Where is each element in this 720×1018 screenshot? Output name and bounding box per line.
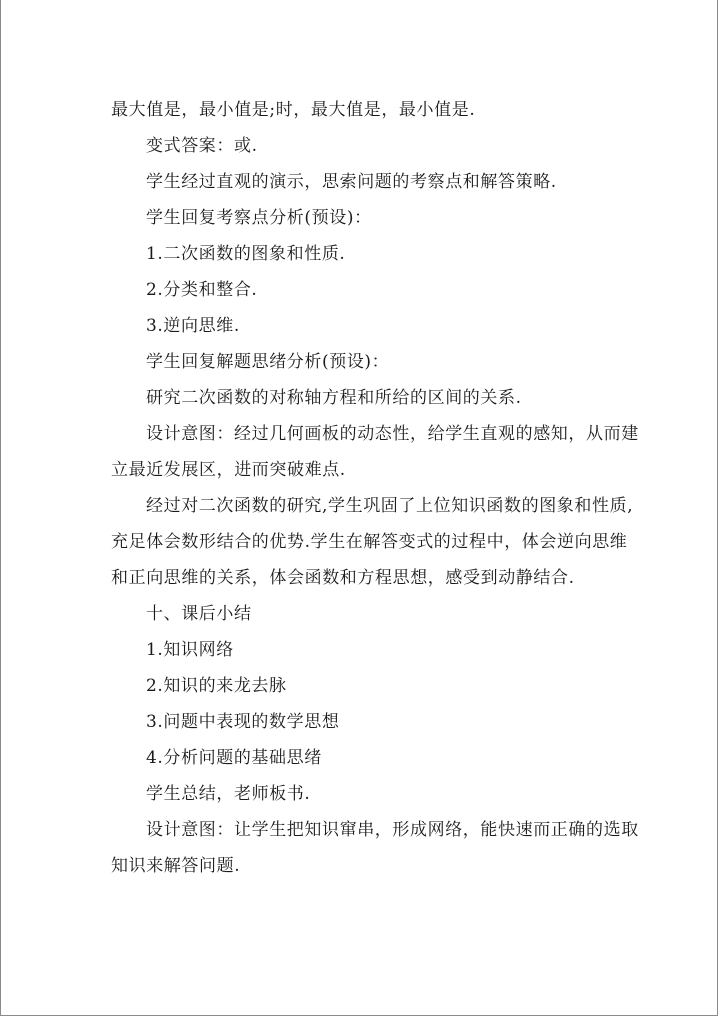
list-item-1: 1.二次函数的图象和性质. [146, 244, 346, 264]
summary-item-1: 1.知识网络 [146, 640, 234, 660]
text-line-21: 设计意图：让学生把知识窜串，形成网络，能快速而正确的选取 [146, 820, 639, 840]
text-line-9: 研究二次函数的对称轴方程和所给的区间的关系. [146, 388, 522, 408]
text-line-14: 和正向思维的关系，体会函数和方程思想，感受到动静结合. [111, 568, 575, 588]
summary-item-4: 4.分析问题的基础思绪 [146, 748, 322, 768]
text-line-13: 充足体会数形结合的优势.学生在解答变式的过程中，体会逆向思维 [111, 532, 628, 552]
list-item-3: 3.逆向思维. [146, 316, 240, 336]
text-line-1: 最大值是，最小值是;时，最大值是，最小值是. [111, 100, 476, 120]
text-line-8: 学生回复解题思绪分析(预设)： [146, 352, 390, 372]
text-line-2: 变式答案：或. [146, 136, 258, 156]
text-line-4: 学生回复考察点分析(预设)： [146, 208, 372, 228]
text-line-3: 学生经过直观的演示，思索问题的考察点和解答策略. [146, 172, 557, 192]
text-line-12: 经过对二次函数的研究,学生巩固了上位知识函数的图象和性质, [146, 496, 634, 516]
text-line-10: 设计意图：经过几何画板的动态性，给学生直观的感知，从而建 [146, 424, 639, 444]
text-line-22: 知识来解答问题. [111, 856, 241, 876]
summary-item-2: 2.知识的来龙去脉 [146, 676, 287, 696]
summary-item-3: 3.问题中表现的数学思想 [146, 712, 340, 732]
text-line-20: 学生总结，老师板书. [146, 784, 311, 804]
text-line-11: 立最近发展区，进而突破难点. [111, 460, 346, 480]
document-body [111, 92, 639, 884]
section-heading: 十、课后小结 [146, 604, 252, 624]
list-item-2: 2.分类和整合. [146, 280, 258, 300]
